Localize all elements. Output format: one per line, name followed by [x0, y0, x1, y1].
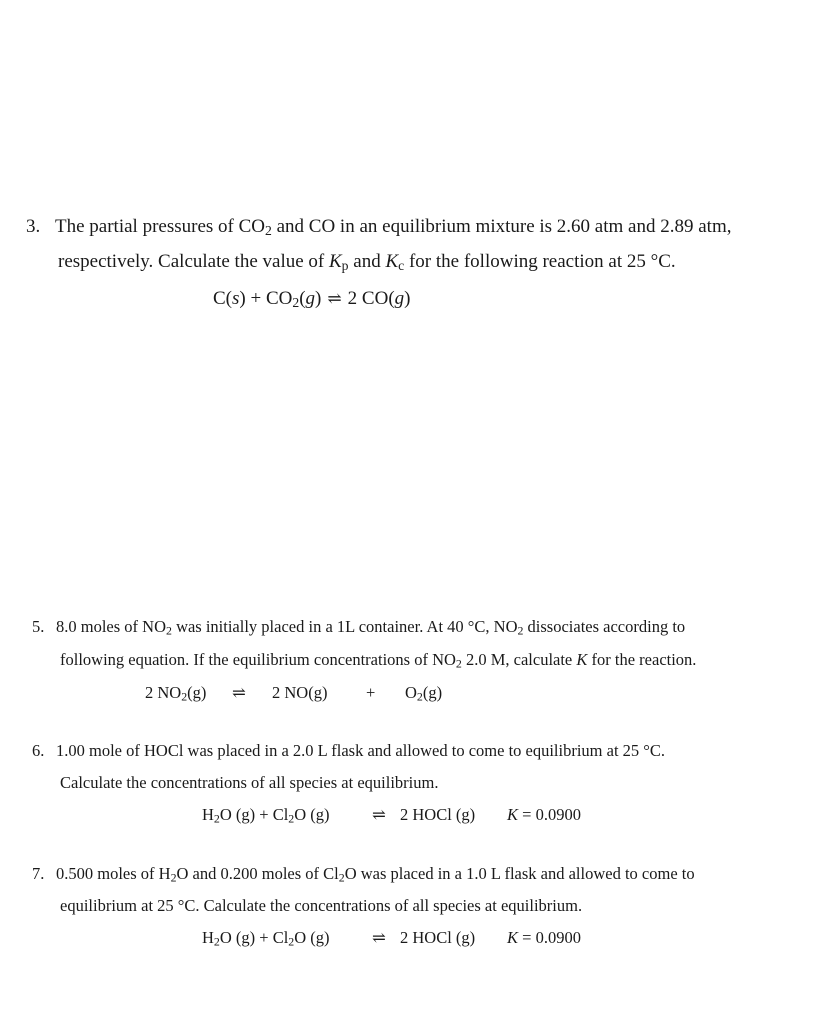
problem-number: 6.: [32, 741, 45, 760]
equilibrium-constant: K = 0.0900: [507, 805, 581, 824]
equilibrium-arrow-icon: ⇌: [372, 805, 386, 824]
problem-text-line-1: 8.0 moles of $NO_2$ was initially placed in a 1L container. At 40 °C, $NO_2$ dissociates according to: [56, 617, 686, 638]
problem-number: 3.: [26, 216, 41, 237]
equilibrium-arrow-icon: ⇌: [327, 289, 342, 308]
problem-text-line-1: 0.500 moles of $H_2O$ and 0.200 moles of $Cl_2O$ was placed in a 1.0 L flask and allowed to come to: [56, 864, 695, 885]
reaction-equation: $H_2O$ $(g) + Cl_2O$ (g): [202, 928, 330, 949]
reaction-product-o2: $O_2(g)$: [405, 683, 443, 704]
problem-number: 5.: [32, 617, 45, 636]
reaction-product-no: 2 NO(g): [272, 683, 328, 702]
equilibrium-constant: K = 0.0900: [507, 928, 581, 947]
problem-number: 7.: [32, 864, 45, 883]
problem-text-line-2: respectively. Calculate the value of $K_p$ and $K_c$ for the following reaction at 25 °C.: [58, 251, 676, 273]
plus-sign: +: [366, 683, 376, 702]
problem-text-line-2: equilibrium at 25 °C. Calculate the concentrations of all species at equilibrium.: [60, 896, 583, 915]
problem-text-line-2: Calculate the concentrations of all species at equilibrium.: [60, 773, 439, 792]
problem-text-line-1: 1.00 mole of HOCl was placed in a 2.0 L flask and allowed to come to equilibrium at 25 °C.: [56, 741, 666, 760]
reaction-equation: $H_2O$ $(g) + Cl_2O$ (g): [202, 805, 330, 826]
equilibrium-arrow-icon: ⇌: [372, 928, 386, 947]
reaction-product: 2 HOCl (g): [400, 928, 476, 947]
reaction-equation: $C(s) + CO_2(g)$ ⇌ 2 CO(g): [213, 288, 411, 310]
reaction-equation: 2 $NO_2(g)$: [145, 683, 207, 704]
problem-text-line-2: following equation. If the equilibrium concentrations of $NO_2$ 2.0 M, calculate K for the reaction.: [60, 650, 697, 671]
reaction-product: 2 HOCl (g): [400, 805, 476, 824]
equilibrium-arrow-icon: ⇌: [232, 683, 246, 702]
problem-text-line-1: The partial pressures of $CO_2$ and CO in an equilibrium mixture is 2.60 atm and 2.89 atm,: [55, 216, 732, 238]
